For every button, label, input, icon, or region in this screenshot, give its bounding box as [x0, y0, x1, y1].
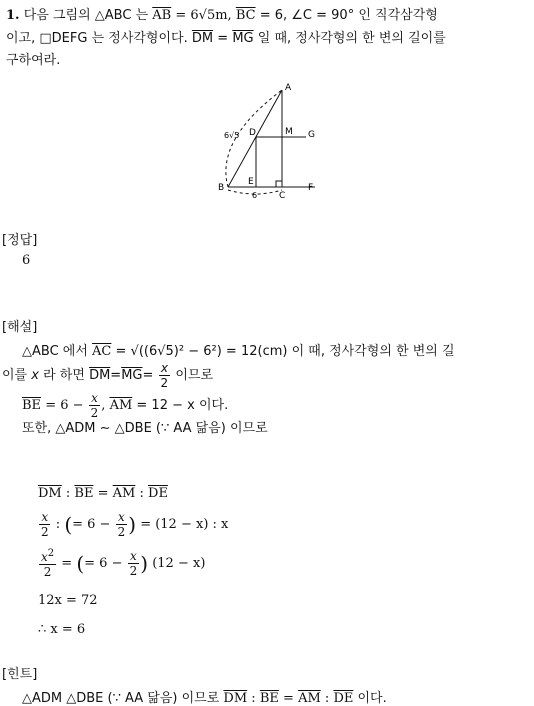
answer-value: 6	[22, 253, 31, 268]
eq2-frac-b-den: 2	[117, 525, 126, 539]
solution-line-4: 또한, △ADM ∼ △DBE (∵ AA 닮음) 이므로	[22, 421, 268, 436]
equals-sign: =	[217, 31, 229, 46]
hint-am: $\overline{AM}$	[298, 691, 321, 706]
segment-dm-2: $\overline{DM}$	[89, 368, 111, 383]
hint-line	[22, 687, 387, 706]
label-c: C	[279, 191, 286, 201]
segment-ab: $\overline{AB}$	[152, 8, 172, 23]
problem-text: 다음 그림의 △ABC 는	[23, 8, 149, 23]
label-d: D	[249, 128, 256, 138]
segment-dm: $\overline{DM}$	[191, 31, 214, 46]
frac-num-b: x	[91, 391, 98, 405]
segment-be: $\overline{BE}$	[22, 398, 42, 413]
eq3-equals: =	[61, 556, 73, 571]
eq-1: =	[110, 368, 122, 383]
label-g: G	[308, 130, 315, 140]
problem-line-2	[6, 27, 446, 46]
label-a: A	[285, 83, 292, 93]
hint-be: $\overline{BE}$	[259, 691, 279, 706]
answer-heading: [정답]	[2, 233, 38, 248]
frac-den: 2	[160, 376, 169, 390]
sol-l1-b: = √((6√5)² − 6²) = 12(cm) 이 때, 정사각형의 한 변의 길	[115, 344, 455, 359]
segment-ac: $\overline{AC}$	[92, 344, 112, 359]
hint-colon-1: :	[251, 691, 256, 706]
eq2-frac-b	[116, 511, 128, 538]
hint-de: $\overline{DE}$	[333, 691, 354, 706]
eq3-frac-den: 2	[43, 565, 52, 579]
equation-2: $\frac{x}{2}$ : (= 6 − $\frac{x}{2}$ ) = (12 − x) : x	[41, 510, 229, 539]
problem-line-1	[6, 4, 438, 23]
equation-5: ∴ x = 6	[38, 622, 86, 637]
bc-value: = 6, ∠C = 90° 인 직각삼각형	[259, 8, 438, 23]
eq3-frac: $\frac{x^2}{2}$	[41, 548, 55, 579]
solution-line-2	[2, 362, 213, 389]
sol-l2-c: 이므로	[175, 368, 214, 383]
hint-text-b: 이다.	[357, 691, 387, 706]
segment-bc: $\overline{BC}$	[235, 8, 256, 23]
eq1-colon-1: :	[65, 486, 71, 501]
problem-number: 1.	[6, 8, 20, 23]
eq1-be: $\overline{BE}$	[74, 486, 94, 501]
equation-3: $\frac{x^2}{2}$ = (= 6 − $\frac{x}{2}$ ) (12 − x)	[41, 548, 206, 579]
solution-line-1	[22, 340, 455, 359]
equation-4: 12x = 72	[38, 593, 98, 608]
eq2-frac-num: x	[41, 510, 49, 524]
eq-2: =	[142, 368, 154, 383]
problem-line-2-end: 일 때, 정사각형의 한 변의 길이를	[257, 31, 446, 46]
problem-line-2-text: 이고, □DEFG 는 정사각형이다.	[6, 31, 188, 46]
label-base: 6	[252, 191, 258, 200]
six-minus: = 6 −	[45, 398, 84, 413]
eq1-equals: =	[97, 486, 109, 501]
eq3-frac-b	[128, 550, 140, 577]
eq2-frac-den: 2	[41, 525, 49, 539]
equation-1	[38, 486, 168, 501]
hint-equals: =	[283, 691, 294, 706]
ab-value: = 6√5m,	[175, 8, 232, 23]
problem-line-3: 구하여라.	[6, 53, 61, 68]
eq1-de: $\overline{DE}$	[148, 486, 168, 501]
solution-line-3: $\overline{BE} = 6$ − $\frac{x}{2}$ , $\overline{AM} = 12 - x$ 이다.	[22, 391, 229, 420]
hint-dm: $\overline{DM}$	[223, 691, 248, 706]
sol-l2-a: 이를	[2, 368, 28, 383]
eq3-frac-b-num: x	[130, 549, 137, 563]
label-m: M	[285, 127, 293, 137]
label-b: B	[218, 183, 225, 193]
frac-den-b: 2	[90, 406, 99, 420]
sol-l1-a: △ABC 에서	[22, 344, 88, 359]
segment-am: $\overline{AM}$	[109, 398, 133, 413]
segment-mg: $\overline{MG}$	[232, 31, 254, 46]
label-f: F	[308, 183, 314, 193]
eq2-frac	[39, 511, 51, 538]
eq2-rhs: = (12 − x) : x	[140, 517, 229, 532]
fraction-x-over-2	[159, 362, 171, 389]
label-e: E	[248, 177, 254, 187]
geometry-figure	[210, 80, 330, 205]
label-hypotenuse: 6√5	[224, 131, 240, 140]
sol-l3-c: = 12 − x 이다.	[136, 398, 229, 413]
solution-heading: [해설]	[2, 320, 38, 335]
eq1-colon-2: :	[139, 486, 144, 501]
eq2-six-minus: = 6 −	[72, 517, 111, 532]
eq3-six-minus: = 6 −	[84, 556, 123, 571]
hint-text-a: △ADM △DBE (∵ AA 닮음) 이므로	[22, 691, 220, 706]
eq2-frac-b-num: x	[118, 510, 125, 524]
fraction-x-over-2-b	[89, 392, 101, 419]
hint-colon-2: :	[324, 691, 330, 706]
hint-heading: [힌트]	[2, 667, 38, 682]
eq3-rhs: (12 − x)	[152, 556, 206, 571]
eq2-colon: :	[55, 517, 61, 532]
eq1-am: $\overline{AM}$	[112, 486, 136, 501]
segment-gm: $\overline{MG}$	[121, 368, 143, 383]
sol-l2-b: 라 하면	[43, 368, 85, 383]
eq3-frac-b-den: 2	[129, 564, 138, 578]
var-x: x	[31, 368, 39, 383]
right-angle-mark	[276, 181, 282, 187]
frac-num: x	[160, 361, 168, 375]
eq1-dm: $\overline{DM}$	[38, 486, 62, 501]
